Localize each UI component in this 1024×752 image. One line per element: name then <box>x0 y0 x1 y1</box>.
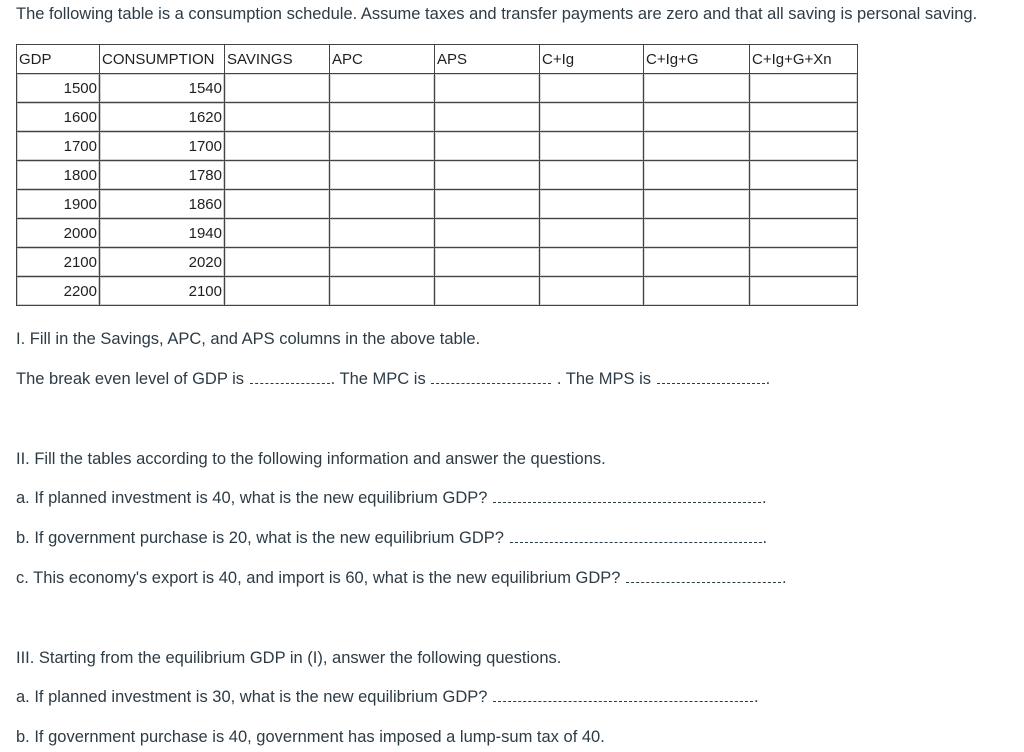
header-consumption: CONSUMPTION <box>100 45 225 74</box>
aps-cell[interactable] <box>435 219 540 248</box>
part3-question-a <box>16 688 759 707</box>
part2-question-c <box>16 569 787 588</box>
aps-cell[interactable] <box>435 277 540 306</box>
part2-c-answer-blank[interactable] <box>626 581 781 583</box>
c-ig-g-xn-cell[interactable] <box>750 190 858 219</box>
c-ig-g-cell[interactable] <box>644 277 750 306</box>
part2-b-text: b. If government purchase is 20, what is the new equilibrium GDP? <box>16 529 504 547</box>
c-ig-g-cell[interactable] <box>644 219 750 248</box>
c-ig-cell[interactable] <box>540 277 644 306</box>
savings-cell[interactable] <box>225 132 330 161</box>
apc-cell[interactable] <box>330 161 435 190</box>
aps-cell[interactable] <box>435 248 540 277</box>
part3-a-end: . <box>754 688 759 706</box>
part2-a-answer-blank[interactable] <box>493 501 761 503</box>
header-c-ig-g: C+Ig+G <box>644 45 750 74</box>
c-ig-cell[interactable] <box>540 190 644 219</box>
apc-cell[interactable] <box>330 132 435 161</box>
part2-question-b <box>16 529 767 548</box>
aps-cell[interactable] <box>435 161 540 190</box>
apc-cell[interactable] <box>330 219 435 248</box>
apc-cell[interactable] <box>330 190 435 219</box>
part1-end-period: . <box>765 370 771 388</box>
c-ig-cell[interactable] <box>540 132 644 161</box>
header-savings: SAVINGS <box>225 45 330 74</box>
consumption-cell: 1620 <box>100 103 225 132</box>
c-ig-cell[interactable] <box>540 219 644 248</box>
table-row <box>17 132 858 161</box>
table-row <box>17 277 858 306</box>
header-apc: APC <box>330 45 435 74</box>
consumption-cell: 1700 <box>100 132 225 161</box>
c-ig-g-xn-cell[interactable] <box>750 132 858 161</box>
c-ig-cell[interactable] <box>540 103 644 132</box>
table-row <box>17 248 858 277</box>
aps-cell[interactable] <box>435 190 540 219</box>
savings-cell[interactable] <box>225 103 330 132</box>
gdp-cell: 1900 <box>17 190 100 219</box>
c-ig-g-cell[interactable] <box>644 190 750 219</box>
part3-a-answer-blank[interactable] <box>493 700 753 702</box>
consumption-cell: 2020 <box>100 248 225 277</box>
part2-c-text: c. This economy's export is 40, and import is 60, what is the new equilibrium GDP? <box>16 569 621 587</box>
c-ig-cell[interactable] <box>540 161 644 190</box>
c-ig-g-cell[interactable] <box>644 103 750 132</box>
breakeven-answer-blank[interactable] <box>250 382 330 384</box>
c-ig-g-cell[interactable] <box>644 74 750 103</box>
c-ig-g-xn-cell[interactable] <box>750 248 858 277</box>
consumption-cell: 1540 <box>100 74 225 103</box>
c-ig-g-xn-cell[interactable] <box>750 161 858 190</box>
aps-cell[interactable] <box>435 132 540 161</box>
savings-cell[interactable] <box>225 161 330 190</box>
part2-a-text: a. If planned investment is 40, what is the new equilibrium GDP? <box>16 489 488 507</box>
part2-b-end: . <box>762 529 768 547</box>
table-row <box>17 103 858 132</box>
header-aps: APS <box>435 45 540 74</box>
table-row <box>17 190 858 219</box>
table-row <box>17 219 858 248</box>
c-ig-cell[interactable] <box>540 248 644 277</box>
c-ig-g-cell[interactable] <box>644 248 750 277</box>
gdp-cell: 2000 <box>17 219 100 248</box>
c-ig-g-xn-cell[interactable] <box>750 103 858 132</box>
gdp-cell: 1700 <box>17 132 100 161</box>
part3-question-b: b. If government purchase is 40, government has imposed a lump-sum tax of 40. <box>16 728 605 746</box>
c-ig-g-xn-cell[interactable] <box>750 219 858 248</box>
c-ig-g-cell[interactable] <box>644 161 750 190</box>
c-ig-cell[interactable] <box>540 74 644 103</box>
header-gdp: GDP <box>17 45 100 74</box>
part1-instruction: I. Fill in the Savings, APC, and APS columns in the above table. <box>16 330 481 348</box>
header-c-ig-g-xn: C+Ig+G+Xn <box>750 45 858 74</box>
mpc-question: . The MPC is <box>330 370 426 388</box>
table-row <box>17 74 858 103</box>
aps-cell[interactable] <box>435 103 540 132</box>
gdp-cell: 1800 <box>17 161 100 190</box>
part3-a-text: a. If planned investment is 30, what is the new equilibrium GDP? <box>16 688 488 706</box>
consumption-schedule-table <box>16 44 858 306</box>
part3-instruction: III. Starting from the equilibrium GDP in (I), answer the following questions. <box>16 649 562 667</box>
c-ig-g-xn-cell[interactable] <box>750 277 858 306</box>
consumption-cell: 1940 <box>100 219 225 248</box>
part2-b-answer-blank[interactable] <box>510 541 762 543</box>
savings-cell[interactable] <box>225 190 330 219</box>
apc-cell[interactable] <box>330 74 435 103</box>
table-row <box>17 161 858 190</box>
savings-cell[interactable] <box>225 219 330 248</box>
savings-cell[interactable] <box>225 248 330 277</box>
part2-c-end: . <box>782 569 787 587</box>
mps-answer-blank[interactable] <box>657 382 765 384</box>
consumption-cell: 1860 <box>100 190 225 219</box>
gdp-cell: 2100 <box>17 248 100 277</box>
consumption-cell: 1780 <box>100 161 225 190</box>
part2-instruction: II. Fill the tables according to the following information and answer the questions. <box>16 450 606 468</box>
apc-cell[interactable] <box>330 248 435 277</box>
header-c-ig: C+Ig <box>540 45 644 74</box>
part2-a-end: . <box>762 489 767 507</box>
c-ig-g-cell[interactable] <box>644 132 750 161</box>
gdp-cell: 1600 <box>17 103 100 132</box>
savings-cell[interactable] <box>225 74 330 103</box>
apc-cell[interactable] <box>330 103 435 132</box>
mps-question: . The MPS is <box>556 370 652 388</box>
gdp-cell: 1500 <box>17 74 100 103</box>
consumption-cell: 2100 <box>100 277 225 306</box>
apc-cell[interactable] <box>330 277 435 306</box>
table-header-row <box>17 45 858 74</box>
gdp-cell: 2200 <box>17 277 100 306</box>
c-ig-g-xn-cell[interactable] <box>750 74 858 103</box>
part1-questions <box>16 370 770 389</box>
savings-cell[interactable] <box>225 277 330 306</box>
part2-question-a <box>16 489 767 508</box>
intro-text: The following table is a consumption schedule. Assume taxes and transfer payments are zero and that all saving is personal saving. <box>16 5 978 23</box>
mpc-answer-blank[interactable] <box>431 382 551 384</box>
breakeven-question: The break even level of GDP is <box>16 370 245 388</box>
aps-cell[interactable] <box>435 74 540 103</box>
